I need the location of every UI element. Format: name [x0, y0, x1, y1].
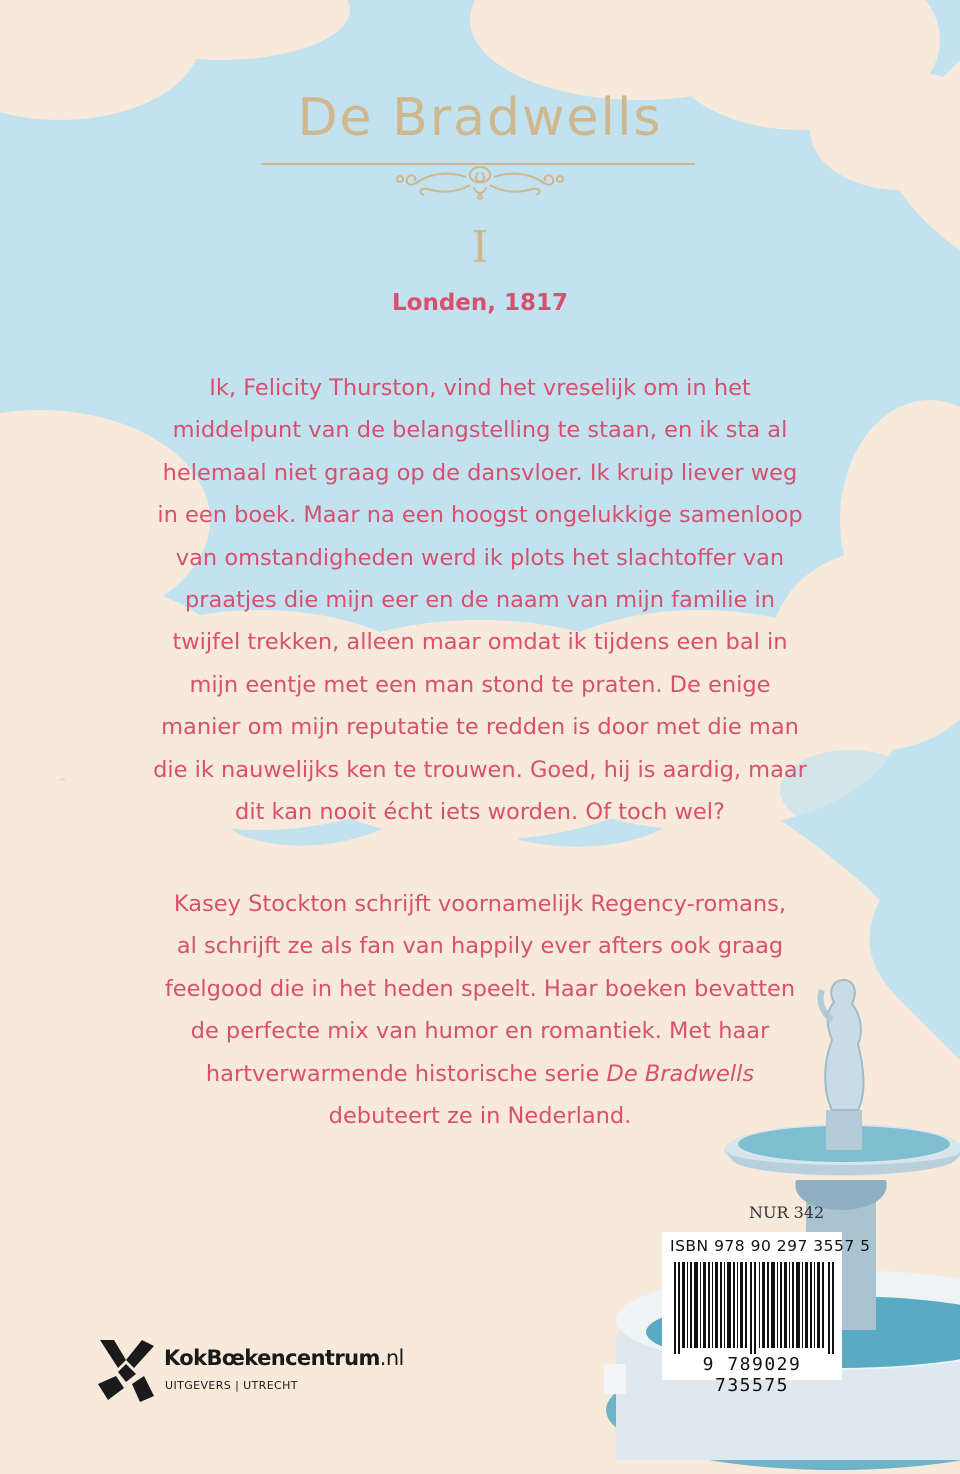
publisher-suffix: .nl [379, 1346, 404, 1370]
kokboekencentrum-logo-icon [96, 1338, 156, 1404]
blurb-line: praatjes die mijn eer en de naam van mijn familie in [184, 587, 776, 614]
blurb-line: die ik nauwelijks ken te trouwen. Goed, hij is aardig, maar [153, 756, 807, 783]
series-title: De Bradwells [297, 88, 663, 148]
bio-line: feelgood die in het heden speelt. Haar boeken bevatten [164, 975, 796, 1002]
setting-line: Londen, 1817 [391, 290, 569, 316]
bio-line: Kasey Stockton schrijft voornamelijk Regency-romans, [173, 891, 787, 917]
nur-code: NUR 342 [749, 1203, 825, 1222]
publisher-name-text: KokBœkencentrum [164, 1346, 380, 1370]
isbn-number: ISBN 978 90 297 3557 5 [670, 1237, 871, 1255]
blurb-line: dit kan nooit écht iets worden. Of toch wel? [235, 799, 725, 826]
barcode-icon [674, 1262, 834, 1354]
blurb-line: manier om mijn reputatie te redden is door met die man [161, 714, 799, 741]
barcode-panel [662, 1232, 871, 1396]
series-title-italic: De Bradwells [606, 1060, 755, 1087]
blurb-paragraph [60, 367, 900, 833]
blurb-line: mijn eentje met een man stond te praten. De enige [189, 671, 771, 698]
bio-line: al schrijft ze als fan van happily ever afters ook graag [176, 933, 784, 960]
bio-line: debuteert ze in Nederland. [328, 1103, 632, 1130]
ean-digits: 9 789029 735575 [702, 1354, 802, 1396]
blurb-line: twijfel trekken, alleen maar omdat ik tijdens een bal in [172, 629, 788, 656]
blurb-line: helemaal niet graag op de dansvloer. Ik kruip liever weg [162, 459, 798, 486]
bio-line: de perfecte mix van humor en romantiek. Met haar [190, 1018, 770, 1045]
blurb-line: van omstandigheden werd ik plots het slachtoffer van [175, 544, 785, 571]
blurb-line: in een boek. Maar na een hoogst ongelukkige samenloop [157, 502, 803, 529]
publisher-name [164, 1346, 404, 1370]
bio-line-text: hartverwarmende historische serie [205, 1060, 607, 1087]
volume-number: I [471, 222, 489, 273]
publisher-subtitle: UITGEVERS | UTRECHT [165, 1379, 298, 1392]
blurb-line: middelpunt van de belangstelling te staan, en ik sta al [172, 417, 788, 444]
flourish-ornament-icon [370, 163, 590, 205]
blurb-line: Ik, Felicity Thurston, vind het vreselijk om in het [209, 375, 751, 401]
